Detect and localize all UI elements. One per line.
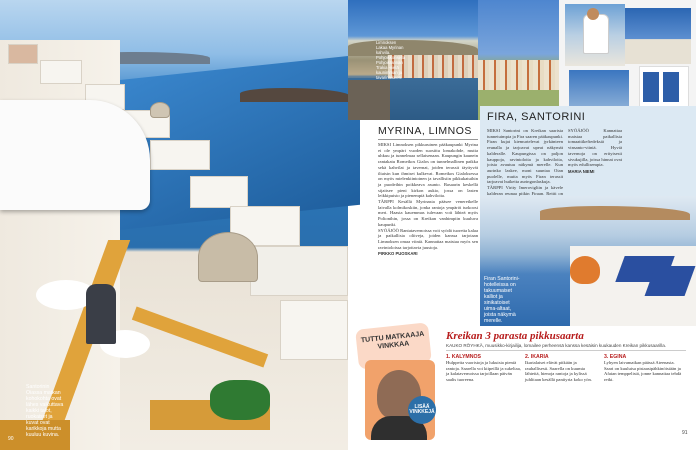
tip-1-title: 1. KALYMNOS: [446, 354, 481, 360]
myrina-title: MYRINA, LIMNOS: [378, 125, 472, 137]
tip-2-title: 2. IKARIA: [525, 354, 549, 360]
fira-photo-caption: Firan Santorini-hotelleissa on takuumaiset kalliot ja sinikatoiset uima-altaat, joista näkymä merelle.: [484, 276, 520, 324]
divider: [378, 139, 478, 140]
fira-p2: TÄRPPI Virity Imerovigliin ja kävele kalderan reunaa pitkin Firaan. Reitti on: [487, 185, 563, 196]
tip-3-text: Lyhyen laivamatkan päässä Ateenasta. Saari on kuuluisa pistaasipähkinöistään ja Afaian temppelistä, jonne kannattaa tehdä retki.: [604, 360, 682, 382]
tip-3: [604, 354, 684, 382]
tip-3-title: 3. EGINA: [604, 354, 627, 360]
person: [86, 284, 116, 344]
myrina-photo: [348, 0, 478, 120]
tip-1-text: Hulppeita vuoristoja ja lukuisia pieniä rantoja. Saarella voi kiipeillä ja sukeltaa, ja kalatavernoissa tarjoillaan päivän saalis tuoreena.: [446, 360, 521, 382]
tip-1: [446, 354, 521, 382]
expert-badge-text: TUTTU MATKAAJA VINKKAA: [360, 330, 425, 351]
more-tips-badge[interactable]: [408, 396, 436, 424]
myrina-p2: TÄRPPI Kesällä Myrinasta pääsee veneretkelle laivalla kolmikoskiin, jonka rantoja ympäröi turkoosi meri. Haasta kauemmas tulevaan voit lähteä myös Polionihin, jossa on Kreikan vanhimpiin kuuluva kaupunki.: [378, 199, 478, 227]
expert-title: Kreikan 3 parasta pikkusaarta: [446, 330, 584, 342]
myrina-photo-caption: Limnoksen Lakaa Myrinan kahvila. Pohjoiskorisella Pohjoisrannan Trakia -vielä kaunimman ja tavarinaikeen.: [376, 40, 406, 80]
fira-p3: SYÖÄJÖÖ Kannattaa maistaa paikallisia tomaattikeftedeksiä ja vinsanto-viiniä. Hyviä tavernoja on erityisesti sivukujilla, joissa hinnat ovat myös edullisempia.: [568, 128, 622, 168]
umbrella: [0, 100, 150, 210]
expert-byline: KAUKO RÖYHKÄ, muusikko-kirjailija, lomailee perheensä kanssa kesäisin kuukauden Kreikan pikkusaarilla.: [446, 343, 667, 348]
fira-signature: MARIA NIEMI: [568, 168, 595, 174]
left-caption: Santorinin Oiassa matkan kohokohta ovat lähes vaikuttava kaikki talot, ruokaiset ja kuvat ovat karikkoja mutta kuuluu kuvina.: [26, 384, 64, 438]
fira-title: FIRA, SANTORINI: [487, 111, 586, 123]
page-number-left: 90: [8, 436, 14, 442]
tip-2-text: Ikarialaiset elävät pitkään ja rauhallisesti. Saarella on kuumia lähteitä, hienoja rantoja ja kylissä juhlitaan kesällä paniiyria koko yön.: [525, 360, 592, 382]
harbor-photo: [478, 0, 559, 120]
fira-photo: [480, 196, 696, 326]
page-number-right: 91: [682, 430, 688, 436]
more-tips-label: LISÄÄ VINKKEJÄ: [409, 404, 435, 415]
myrina-body: [378, 142, 478, 257]
fira-p1: MIKSI Santorini on Kreikan saarista tunnetuimpia ja Fira saaren pääkaupunki. Firan kujat kiemurtelevat jyrkänteen reunalla ja tarjoavat upeat näkymät kalderalle. Kaupungissa on paljon kauppoja, ravintoloita ja kahviloita, joista avautuu näkymä merelle. Kun aurinko laskee, moni suuntaa Oian puolelle, mutta myös Firan terassit tarjoavat huikeita auringonlaskuja.: [487, 128, 563, 185]
tip-2: [525, 354, 600, 382]
plant: [210, 380, 270, 420]
myrina-p3: SYÖÄJÖÖ Rantatavernoissa voit syödä tuoretta kalaa ja paikallisia oliiveja, joiden kanssa tarjotaan Limnoksen omaa viiniä. Kannattaa maistaa myös sen ravintoloissa tarjottavia juustoja.: [378, 227, 478, 250]
myrina-p1: MIKSI Limnoksen pikkuruinen pääkaupunki Myrina ei ole ympäri vuoden suosittu lomakohde, mutta uhkuu ja tunnelmaa sellaisenaan. Kaupungin kaunein rantakatu Romeikos Gialos on tunnelmallinen paikka sekä kahvilat ja tavernat, joiden terassit täyttyvät iltaisin kun ihmiset kulkevat. Romeikos Gialoksessa on myös mielenkiintoinen ja tavallisiin pikkukatuihin ja puodeihin poikkeava asunto. Basaarin keskellä sijaitsee pieni kirkon aukio, jossa on lasten leikkipuisto ja pienempiä kahviloita.: [378, 142, 478, 199]
myrina-signature: PIRKKO PUOSKARI: [378, 251, 418, 257]
caldera-cliff: [240, 88, 348, 102]
fira-mini-photos: [559, 0, 696, 120]
